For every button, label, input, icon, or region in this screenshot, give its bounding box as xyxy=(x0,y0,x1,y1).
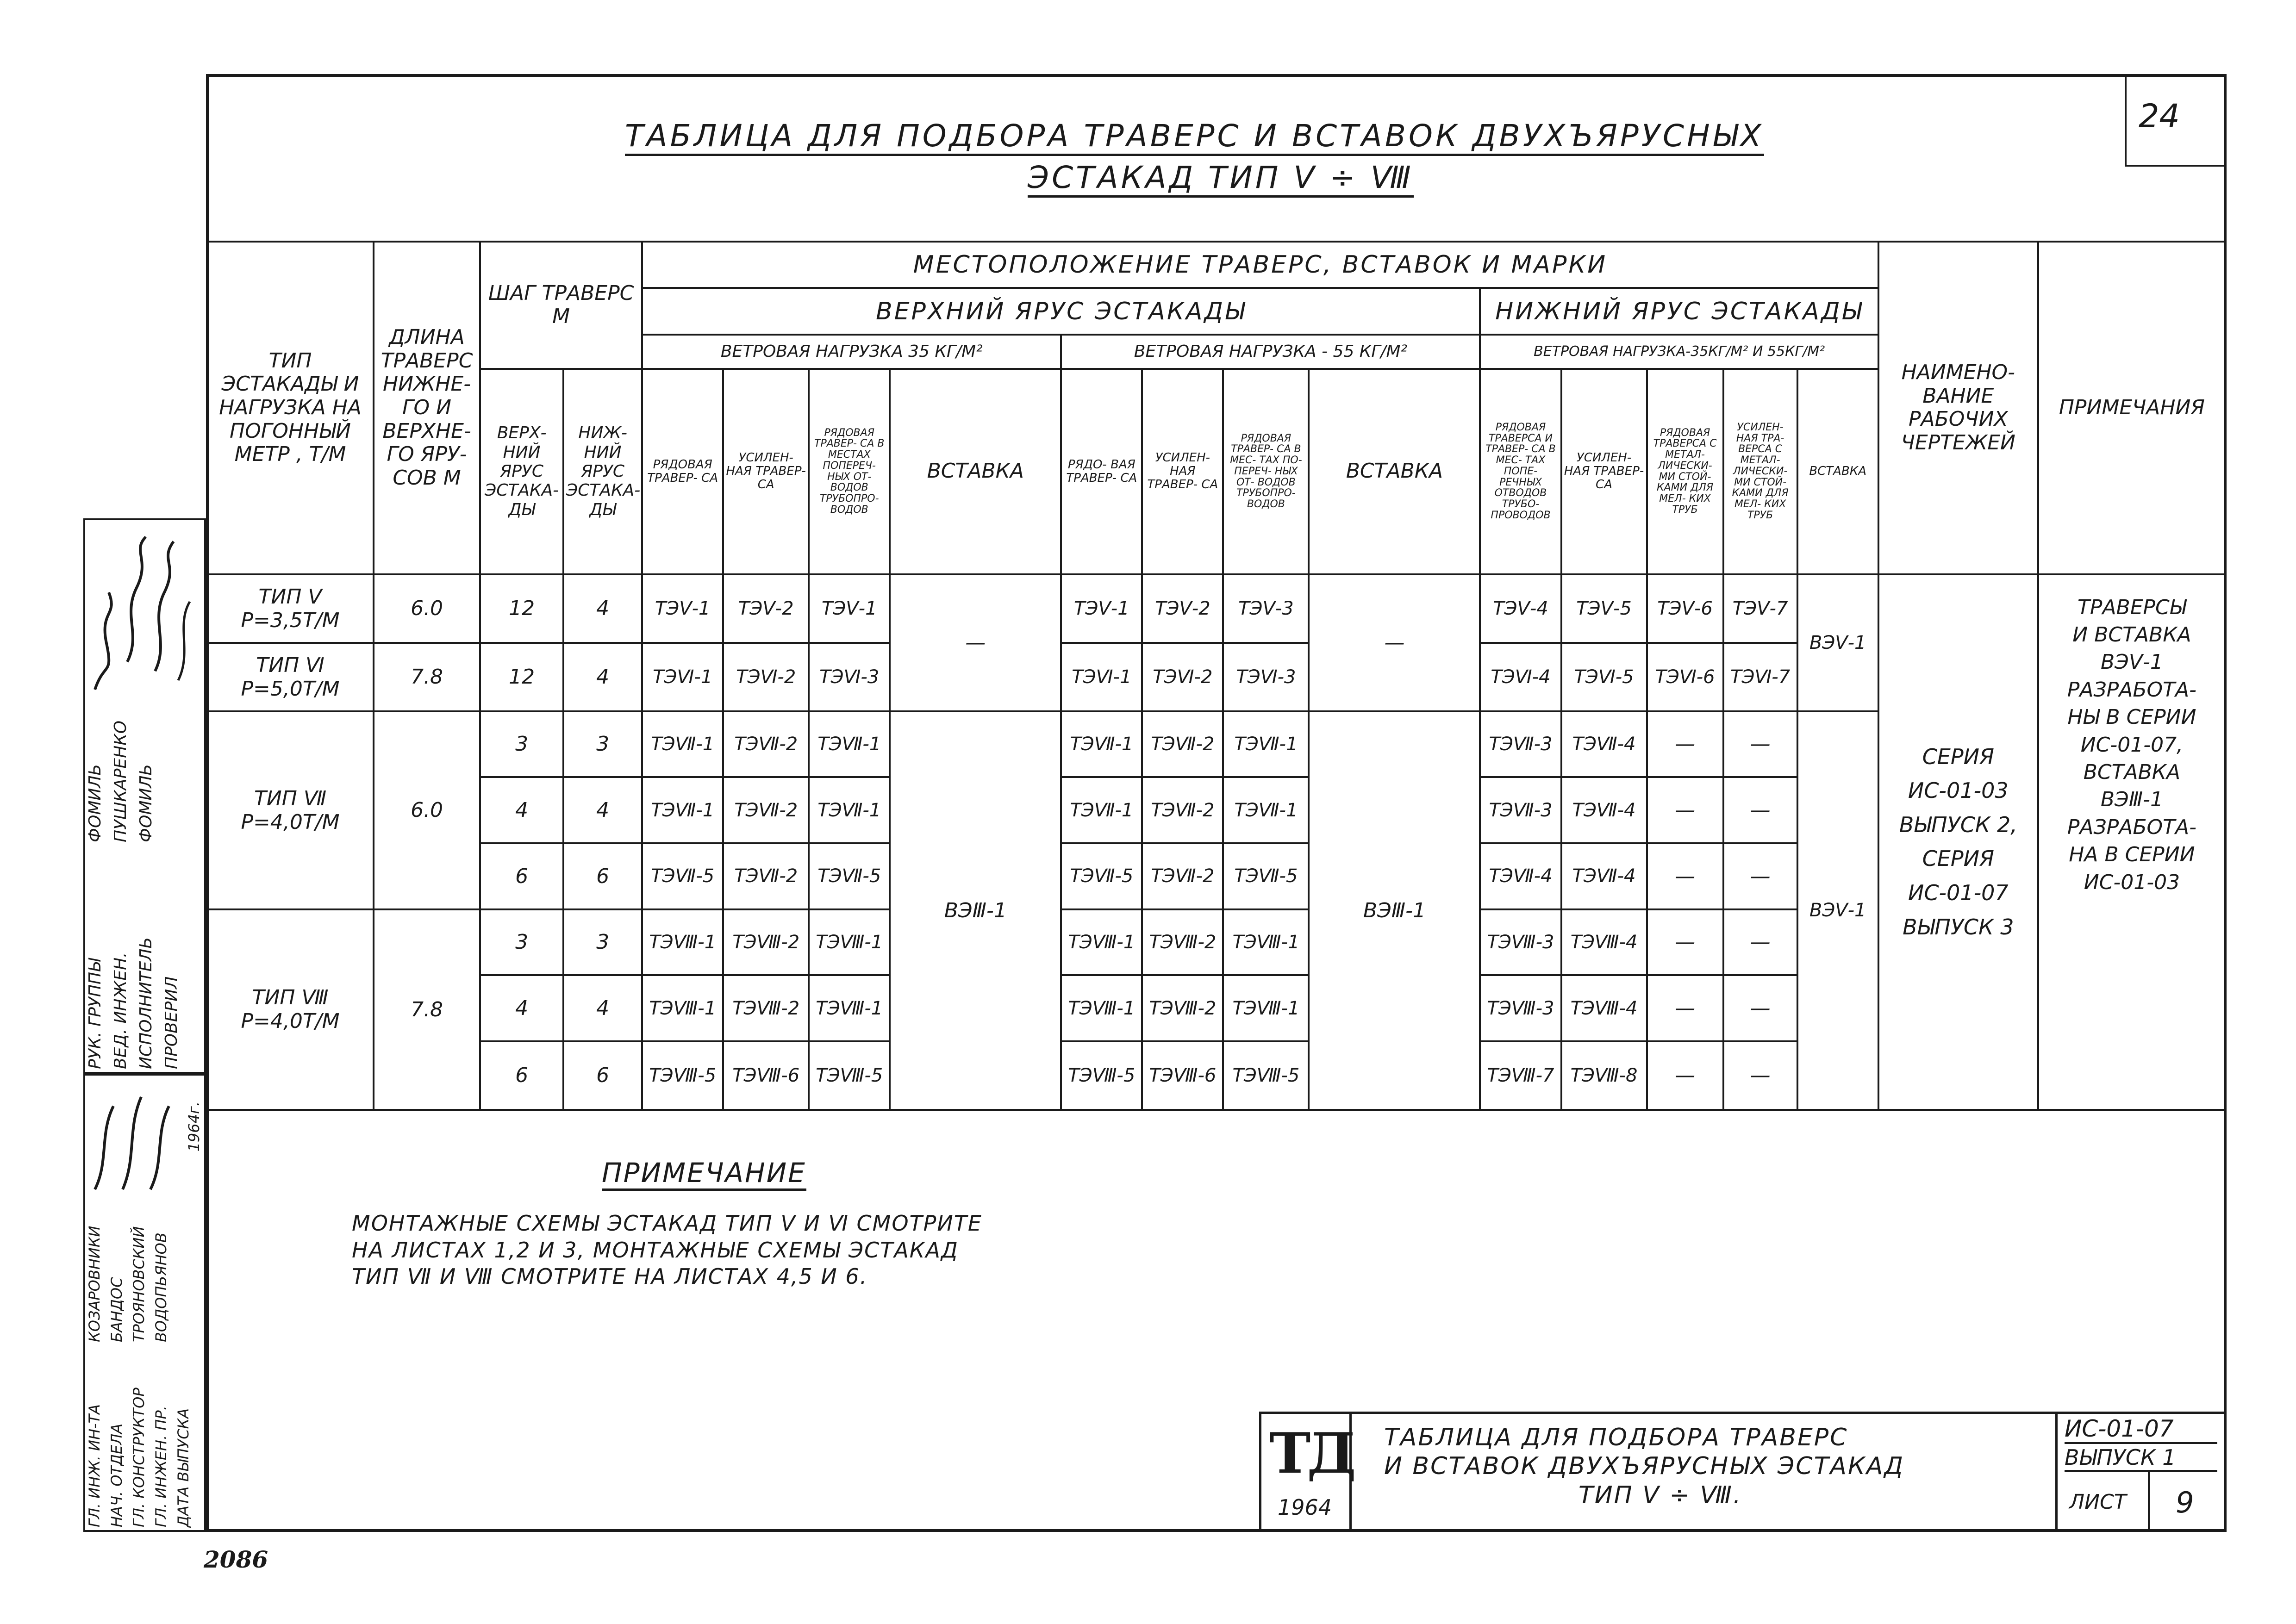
length-cell: 7.8 xyxy=(374,643,480,711)
header-low-insert: ВСТАВКА xyxy=(1797,369,1878,574)
header-ordinary-2: РЯДО- ВАЯ ТРАВЕР- СА xyxy=(1061,369,1142,574)
mark-cell: ТЭⅧ-1 xyxy=(809,975,890,1041)
approval-name: ПУШКАРЕНКО xyxy=(111,720,130,842)
mark-cell: ТЭⅦ-3 xyxy=(1480,711,1561,778)
header-ordinary-places-2: РЯДОВАЯ ТРАВЕР- СА В МЕС- ТАХ ПО- ПЕРЕЧ- НЫХ ОТ- ВОДОВ ТРУБОПРО- ВОДОВ xyxy=(1223,369,1309,574)
mark-cell: ТЭⅥ-5 xyxy=(1561,643,1647,711)
mark-cell: — xyxy=(1723,711,1797,778)
step-upper-cell: 3 xyxy=(480,711,563,778)
approval-date: 1964г. xyxy=(185,1101,203,1152)
mark-cell: ТЭⅤ-6 xyxy=(1647,574,1723,643)
mark-cell: — xyxy=(1647,777,1723,843)
signature-scribble xyxy=(150,1106,169,1189)
approval-name: ВОДОПЬЯНОВ xyxy=(152,1232,170,1342)
approval-name: ТРОЯНОВСКИЙ xyxy=(130,1226,148,1342)
mark-cell: ТЭⅧ-1 xyxy=(1223,975,1309,1041)
mark-cell: ТЭⅥ-3 xyxy=(809,643,890,711)
header-upper-tier: ВЕРХНИЙ ЯРУС ЭСТАКАДЫ xyxy=(642,288,1480,334)
stamp-sheet-number: 9 xyxy=(2176,1486,2194,1519)
header-drawings: НАИМЕНО- ВАНИЕ РАБОЧИХ ЧЕРТЕЖЕЙ xyxy=(1878,242,2038,574)
mark-cell: ТЭⅦ-2 xyxy=(1142,843,1223,909)
header-wind-both: ВЕТРОВАЯ НАГРУЗКА-35КГ/М² И 55КГ/М² xyxy=(1480,335,1878,369)
mark-cell: — xyxy=(1723,975,1797,1041)
stamp-title-line: ТИП Ⅴ ÷ Ⅷ. xyxy=(1578,1481,1742,1509)
step-upper-cell: 4 xyxy=(480,975,563,1041)
mark-cell: — xyxy=(1647,975,1723,1041)
length-cell: 7.8 xyxy=(374,909,480,1110)
mark-cell: ТЭⅦ-1 xyxy=(1061,711,1142,778)
header-lower-tier: НИЖНИЙ ЯРУС ЭСТАКАДЫ xyxy=(1480,288,1878,334)
mark-cell: ТЭⅦ-3 xyxy=(1480,777,1561,843)
step-upper-cell: 12 xyxy=(480,574,563,643)
step-lower-cell: 6 xyxy=(563,843,642,909)
header-wind-35: ВЕТРОВАЯ НАГРУЗКА 35 КГ/М² xyxy=(642,335,1061,369)
page-title-line2: ЭСТАКАД ТИП Ⅴ ÷ Ⅷ xyxy=(1028,160,1414,198)
approval-role: РУК. ГРУППЫ xyxy=(86,958,105,1069)
header-location: МЕСТОПОЛОЖЕНИЕ ТРАВЕРС, ВСТАВОК И МАРКИ xyxy=(642,242,1878,288)
mark-cell: ТЭⅥ-6 xyxy=(1647,643,1723,711)
step-upper-cell: 3 xyxy=(480,909,563,976)
mark-cell: ТЭⅧ-1 xyxy=(1061,975,1142,1041)
mark-cell: ТЭⅧ-3 xyxy=(1480,975,1561,1041)
mark-cell: ТЭⅧ-5 xyxy=(809,1041,890,1110)
mark-cell: ТЭⅧ-5 xyxy=(642,1041,723,1110)
signature-scribble xyxy=(95,592,112,690)
mark-cell: ТЭⅦ-2 xyxy=(1142,711,1223,778)
mark-cell: ТЭⅧ-5 xyxy=(1061,1041,1142,1110)
mark-cell: ТЭⅥ-2 xyxy=(723,643,809,711)
mark-cell: ТЭⅧ-4 xyxy=(1561,975,1647,1041)
step-upper-cell: 4 xyxy=(480,777,563,843)
step-lower-cell: 3 xyxy=(563,711,642,778)
approval-lower-names xyxy=(86,1194,170,1342)
header-insert: ВСТАВКА xyxy=(890,369,1061,574)
type-vii-cell: ТИП Ⅶ Р=4,0Т/М xyxy=(207,711,374,909)
step-upper-cell: 6 xyxy=(480,843,563,909)
header-reinforced-2: УСИЛЕН- НАЯ ТРАВЕР- СА xyxy=(1142,369,1223,574)
signature-scribble xyxy=(178,602,190,680)
mark-cell: — xyxy=(1647,711,1723,778)
approval-role: ПРОВЕРИЛ xyxy=(162,976,181,1069)
header-step-lower: НИЖ- НИЙ ЯРУС ЭСТАКА- ДЫ xyxy=(563,369,642,574)
approval-role: ГЛ. ИНЖ. ИН-ТА xyxy=(86,1404,103,1527)
mark-cell: ТЭⅥ-1 xyxy=(642,643,723,711)
step-lower-cell: 4 xyxy=(563,643,642,711)
mark-cell: ТЭⅤ-7 xyxy=(1723,574,1797,643)
mark-cell: — xyxy=(1647,1041,1723,1110)
mark-cell: ТЭⅦ-5 xyxy=(809,843,890,909)
type-vi-cell: ТИП Ⅵ Р=5,0Т/М xyxy=(207,643,374,711)
mark-cell: ТЭⅧ-1 xyxy=(1223,909,1309,976)
signatures xyxy=(86,523,204,1069)
insert-dash-cell: — xyxy=(1309,574,1480,711)
signatures-lower xyxy=(86,1078,204,1199)
note-line: НА ЛИСТАХ 1,2 И 3, МОНТАЖНЫЕ СХЕМЫ ЭСТАКАД xyxy=(352,1237,959,1263)
step-lower-cell: 3 xyxy=(563,909,642,976)
mark-cell: — xyxy=(1723,1041,1797,1110)
mark-cell: ТЭⅥ-3 xyxy=(1223,643,1309,711)
header-low-reinforced: УСИЛЕН- НАЯ ТРАВЕР- СА xyxy=(1561,369,1647,574)
mark-cell: ТЭⅤ-2 xyxy=(1142,574,1223,643)
approval-role: ДАТА ВЫПУСКА xyxy=(175,1408,192,1527)
notes-cell: ТРАВЕРСЫ И ВСТАВКА ВЭⅤ-1 РАЗРАБОТА- НЫ В СЕРИИ ИС-01-07, ВСТАВКА ВЭⅢ-1 РАЗРАБОТА- НА В СЕРИИ ИС-01-03 xyxy=(2038,574,2226,1110)
sheet-number-top: 24 xyxy=(2139,97,2180,135)
page-title-line1: ТАБЛИЦА ДЛЯ ПОДБОРА ТРАВЕРС И ВСТАВОК ДВУХЪЯРУСНЫХ xyxy=(625,118,1764,156)
mark-cell: ТЭⅥ-7 xyxy=(1723,643,1797,711)
mark-cell: ТЭⅤ-4 xyxy=(1480,574,1561,643)
header-step-upper: ВЕРХ- НИЙ ЯРУС ЭСТАКА- ДЫ xyxy=(480,369,563,574)
step-upper-cell: 12 xyxy=(480,643,563,711)
mark-cell: ТЭⅧ-1 xyxy=(1061,909,1142,976)
insert-lower-cell: ВЭⅤ-1 xyxy=(1797,574,1878,711)
approval-name: КОЗАРОВНИКИ xyxy=(86,1226,103,1342)
header-low-ordinary-places: РЯДОВАЯ ТРАВЕРСА И ТРАВЕР- СА В МЕС- ТАХ ПОПЕ- РЕЧНЫХ ОТВОДОВ ТРУБО- ПРОВОДОВ xyxy=(1480,369,1561,574)
header-step: ШАГ ТРАВЕРС М xyxy=(480,242,642,369)
header-low-reinforced-metal: УСИЛЕН- НАЯ ТРА- ВЕРСА С МЕТАЛ- ЛИЧЕСКИ- МИ СТОЙ- КАМИ ДЛЯ МЕЛ- КИХ ТРУБ xyxy=(1723,369,1797,574)
stamp-title-line: И ВСТАВОК ДВУХЪЯРУСНЫХ ЭСТАКАД xyxy=(1384,1452,1905,1481)
signature-scribble xyxy=(123,1097,141,1189)
mark-cell: — xyxy=(1723,777,1797,843)
logo-year: 1964 xyxy=(1278,1495,1332,1520)
mark-cell: ТЭⅥ-4 xyxy=(1480,643,1561,711)
mark-cell: ТЭⅦ-2 xyxy=(723,777,809,843)
type-viii-cell: ТИП Ⅷ Р=4,0Т/М xyxy=(207,909,374,1110)
header-wind-55: ВЕТРОВАЯ НАГРУЗКА - 55 КГ/М² xyxy=(1061,335,1480,369)
stamp-sheet-label: ЛИСТ xyxy=(2069,1490,2127,1514)
mark-cell: ТЭⅧ-1 xyxy=(642,975,723,1041)
mark-cell: ТЭⅦ-2 xyxy=(723,711,809,778)
approval-role: ГЛ. КОНСТРУКТОР xyxy=(130,1388,148,1527)
note-line: ТИП Ⅶ И Ⅷ СМОТРИТЕ НА ЛИСТАХ 4,5 И 6. xyxy=(352,1264,868,1289)
mark-cell: ТЭⅦ-5 xyxy=(1223,843,1309,909)
td-logo: ТД xyxy=(1269,1421,1353,1486)
mark-cell: ТЭⅧ-2 xyxy=(723,975,809,1041)
length-cell: 6.0 xyxy=(374,574,480,643)
stamp-issue: ВЫПУСК 1 xyxy=(2065,1445,2217,1472)
insert-upper-35-cell: ВЭⅢ-1 xyxy=(890,711,1061,1110)
approval-name: ФОМИЛЬ xyxy=(137,764,156,842)
header-low-ordinary-metal: РЯДОВАЯ ТРАВЕРСА С МЕТАЛ- ЛИЧЕСКИ- МИ СТОЙ- КАМИ ДЛЯ МЕЛ- КИХ ТРУБ xyxy=(1647,369,1723,574)
step-upper-cell: 6 xyxy=(480,1041,563,1110)
mark-cell: ТЭⅦ-1 xyxy=(1061,777,1142,843)
approval-name: ФОМИЛЬ xyxy=(86,764,105,842)
note-line: МОНТАЖНЫЕ СХЕМЫ ЭСТАКАД ТИП Ⅴ И Ⅵ СМОТРИТЕ xyxy=(352,1211,982,1236)
approval-role: ИСПОЛНИТЕЛЬ xyxy=(137,937,156,1069)
mark-cell: ТЭⅦ-1 xyxy=(809,777,890,843)
type-v-cell: ТИП Ⅴ Р=3,5Т/М xyxy=(207,574,374,643)
mark-cell: ТЭⅤ-5 xyxy=(1561,574,1647,643)
mark-cell: ТЭⅤ-3 xyxy=(1223,574,1309,643)
mark-cell: ТЭⅦ-1 xyxy=(642,711,723,778)
selection-table xyxy=(206,241,2227,1111)
stamp-series: ИС-01-07 xyxy=(2065,1415,2217,1444)
mark-cell: — xyxy=(1723,843,1797,909)
mark-cell: ТЭⅦ-1 xyxy=(1223,777,1309,843)
approval-name: БАНДОС xyxy=(108,1277,125,1342)
note-heading: ПРИМЕЧАНИЕ xyxy=(602,1157,806,1191)
stamp-title-line: ТАБЛИЦА ДЛЯ ПОДБОРА ТРАВЕРС xyxy=(1384,1424,1848,1451)
mark-cell: ТЭⅧ-8 xyxy=(1561,1041,1647,1110)
mark-cell: ТЭⅦ-1 xyxy=(809,711,890,778)
signature-scribble xyxy=(155,541,174,671)
sheet-no-divider xyxy=(2148,1472,2150,1532)
mark-cell: ТЭⅦ-4 xyxy=(1480,843,1561,909)
mark-cell: ТЭⅧ-2 xyxy=(723,909,809,976)
mark-cell: — xyxy=(1647,909,1723,976)
header-notes: ПРИМЕЧАНИЯ xyxy=(2038,242,2226,574)
mark-cell: — xyxy=(1647,843,1723,909)
header-type: ТИП ЭСТАКАДЫ И НАГРУЗКА НА ПОГОННЫЙ МЕТР , Т/М xyxy=(207,242,374,574)
mark-cell: ТЭⅦ-4 xyxy=(1561,711,1647,778)
approval-lower-labels xyxy=(86,1351,192,1527)
mark-cell: ТЭⅧ-2 xyxy=(1142,975,1223,1041)
approval-role: ВЕД. ИНЖЕН. xyxy=(111,952,130,1069)
mark-cell: ТЭⅦ-1 xyxy=(1223,711,1309,778)
insert-dash-cell: — xyxy=(890,574,1061,711)
note-text xyxy=(352,1210,982,1290)
mark-cell: ТЭⅥ-2 xyxy=(1142,643,1223,711)
mark-cell: ТЭⅤ-2 xyxy=(723,574,809,643)
step-lower-cell: 4 xyxy=(563,975,642,1041)
header-ordinary-places: РЯДОВАЯ ТРАВЕР- СА В МЕСТАХ ПОПЕРЕЧ- НЫХ ОТ- ВОДОВ ТРУБОПРО- ВОДОВ xyxy=(809,369,890,574)
mark-cell: ТЭⅧ-4 xyxy=(1561,909,1647,976)
signature-scribble xyxy=(127,537,146,662)
mark-cell: ТЭⅥ-1 xyxy=(1061,643,1142,711)
archive-code: 2086 xyxy=(204,1546,268,1573)
step-lower-cell: 4 xyxy=(563,574,642,643)
mark-cell: ТЭⅧ-7 xyxy=(1480,1041,1561,1110)
mark-cell: ТЭⅤ-1 xyxy=(809,574,890,643)
mark-cell: ТЭⅧ-1 xyxy=(809,909,890,976)
mark-cell: ТЭⅦ-4 xyxy=(1561,777,1647,843)
insert-lower-cell: ВЭⅤ-1 xyxy=(1797,711,1878,1110)
mark-cell: ТЭⅦ-2 xyxy=(723,843,809,909)
header-ordinary: РЯДОВАЯ ТРАВЕР- СА xyxy=(642,369,723,574)
step-lower-cell: 6 xyxy=(563,1041,642,1110)
header-insert-2: ВСТАВКА xyxy=(1309,369,1480,574)
mark-cell: — xyxy=(1723,909,1797,976)
mark-cell: ТЭⅧ-3 xyxy=(1480,909,1561,976)
mark-cell: ТЭⅧ-5 xyxy=(1223,1041,1309,1110)
signature-scribble xyxy=(95,1106,113,1189)
mark-cell: ТЭⅦ-2 xyxy=(1142,777,1223,843)
mark-cell: ТЭⅤ-1 xyxy=(642,574,723,643)
step-lower-cell: 4 xyxy=(563,777,642,843)
mark-cell: ТЭⅧ-2 xyxy=(1142,909,1223,976)
approval-role: НАЧ. ОТДЕЛА xyxy=(108,1423,125,1527)
length-cell: 6.0 xyxy=(374,711,480,909)
mark-cell: ТЭⅧ-6 xyxy=(723,1041,809,1110)
drawings-cell: СЕРИЯ ИС-01-03 ВЫПУСК 2, СЕРИЯ ИС-01-07 ВЫПУСК 3 xyxy=(1878,574,2038,1110)
mark-cell: ТЭⅧ-6 xyxy=(1142,1041,1223,1110)
mark-cell: ТЭⅦ-1 xyxy=(642,777,723,843)
mark-cell: ТЭⅦ-4 xyxy=(1561,843,1647,909)
approval-role: ГЛ. ИНЖЕН. ПР. xyxy=(152,1406,170,1527)
stamp-title xyxy=(1384,1423,1904,1510)
mark-cell: ТЭⅦ-5 xyxy=(1061,843,1142,909)
insert-upper-55-cell: ВЭⅢ-1 xyxy=(1309,711,1480,1110)
mark-cell: ТЭⅦ-5 xyxy=(642,843,723,909)
header-length: ДЛИНА ТРАВЕРС НИЖНЕ- ГО И ВЕРХНЕ- ГО ЯРУ- СОВ М xyxy=(374,242,480,574)
mark-cell: ТЭⅧ-1 xyxy=(642,909,723,976)
mark-cell: ТЭⅤ-1 xyxy=(1061,574,1142,643)
header-reinforced: УСИЛЕН- НАЯ ТРАВЕР- СА xyxy=(723,369,809,574)
